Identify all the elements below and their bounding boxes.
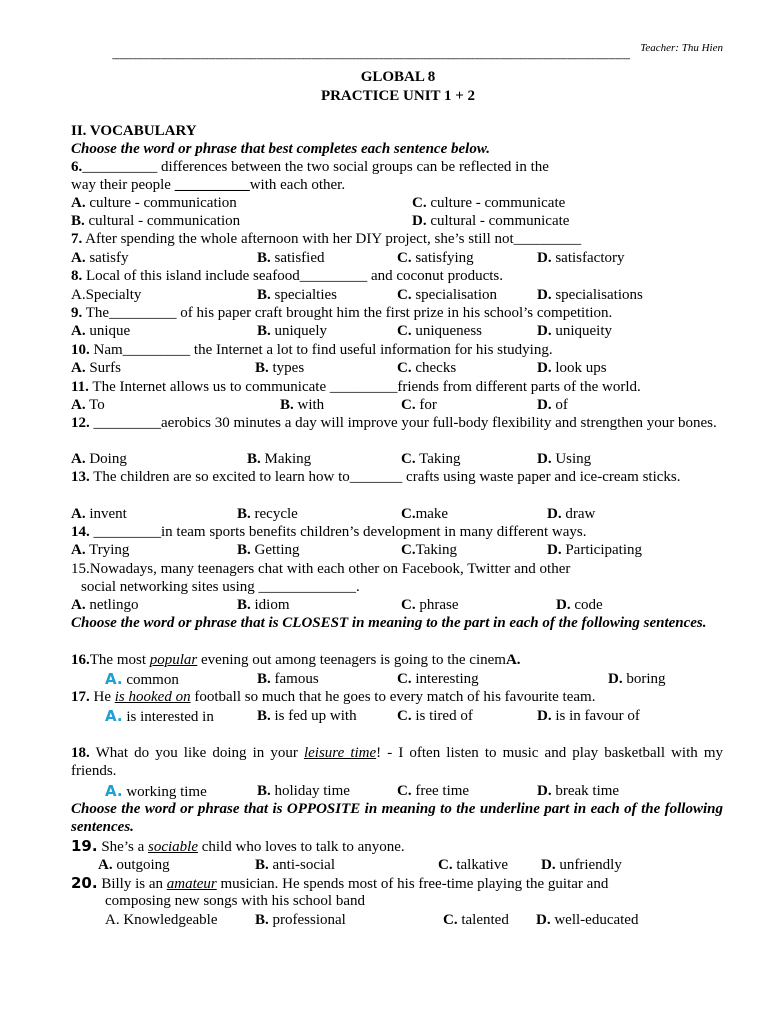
option-b[interactable]: B. cultural - communication bbox=[71, 213, 241, 229]
question-14: 14. _________in team sports benefits children’s development in many different ways. bbox=[71, 524, 587, 540]
question-16: 16.The most popular evening out among teenagers is going to the cinemA. bbox=[71, 652, 521, 668]
option-c[interactable]: C.Taking bbox=[401, 542, 458, 558]
question-8: 8. Local of this island include seafood_________ and coconut products. bbox=[71, 268, 503, 284]
option-b[interactable]: B. anti-social bbox=[255, 857, 335, 873]
question-9: 9. The_________ of his paper craft brought him the first prize in his school’s competition. bbox=[71, 305, 613, 321]
question-12: 12. _________aerobics 30 minutes a day will improve your full-body flexibility and strengthen your bones. bbox=[71, 415, 717, 431]
option-c[interactable]: C. talkative bbox=[438, 857, 508, 873]
question-11: 11. The Internet allows us to communicate _________friends from different parts of the world. bbox=[71, 379, 641, 395]
option-d[interactable]: D. unfriendly bbox=[541, 857, 622, 873]
option-a[interactable]: A. Doing bbox=[71, 451, 127, 467]
option-c[interactable]: C. culture - communicate bbox=[412, 195, 566, 211]
option-a[interactable]: A. invent bbox=[71, 506, 127, 522]
option-b[interactable]: B. with bbox=[280, 397, 325, 413]
option-b[interactable]: B. Getting bbox=[237, 542, 300, 558]
option-b[interactable]: B. idiom bbox=[237, 597, 290, 613]
option-d[interactable]: D. is in favour of bbox=[537, 708, 640, 724]
option-d[interactable]: D. Participating bbox=[547, 542, 642, 558]
header-divider: ------------------------------------------------------------------------------------------------------------------------------------------------------------------------------------------------------------------------ bbox=[112, 53, 630, 63]
option-d[interactable]: D. look ups bbox=[537, 360, 607, 376]
question-6-cont: way their people __________with each other. bbox=[71, 177, 346, 193]
option-a[interactable]: A. culture - communication bbox=[71, 195, 237, 211]
option-c[interactable]: C.make bbox=[401, 506, 449, 522]
option-c[interactable]: C. Taking bbox=[401, 451, 461, 467]
option-c[interactable]: C. talented bbox=[443, 912, 509, 928]
question-15: 15.Nowadays, many teenagers chat with each other on Facebook, Twitter and other bbox=[71, 561, 571, 577]
teacher-name: Teacher: Thu Hien bbox=[640, 42, 723, 54]
option-b[interactable]: B. types bbox=[255, 360, 305, 376]
option-a[interactable]: A. Surfs bbox=[71, 360, 122, 376]
option-d[interactable]: D. uniqueity bbox=[537, 323, 613, 339]
doc-title: GLOBAL 8 bbox=[360, 69, 436, 85]
option-a[interactable]: A. common bbox=[105, 670, 179, 688]
instruction-3: Choose the word or phrase that is OPPOSITE in meaning to the underline part in each of the following sentences. bbox=[71, 801, 723, 835]
option-b[interactable]: B. satisfied bbox=[257, 250, 325, 266]
question-20-cont: composing new songs with his school band bbox=[105, 893, 365, 909]
doc-subtitle: PRACTICE UNIT 1 + 2 bbox=[320, 88, 476, 104]
option-b[interactable]: B. famous bbox=[257, 671, 319, 687]
option-d[interactable]: D. cultural - communicate bbox=[412, 213, 570, 229]
option-a[interactable]: A. working time bbox=[105, 782, 207, 800]
option-a[interactable]: A. Trying bbox=[71, 542, 130, 558]
option-b[interactable]: B. recycle bbox=[237, 506, 298, 522]
option-c[interactable]: C. checks bbox=[397, 360, 457, 376]
option-b[interactable]: B. professional bbox=[255, 912, 346, 928]
option-a[interactable]: A.Specialty bbox=[71, 287, 142, 303]
option-d[interactable]: D. break time bbox=[537, 783, 620, 799]
option-c[interactable]: C. uniqueness bbox=[397, 323, 483, 339]
option-d[interactable]: D. code bbox=[556, 597, 603, 613]
option-a[interactable]: A. netlingo bbox=[71, 597, 139, 613]
option-d[interactable]: D. well-educated bbox=[536, 912, 639, 928]
option-a[interactable]: A. outgoing bbox=[98, 857, 170, 873]
option-d[interactable]: D. Using bbox=[537, 451, 592, 467]
instruction-2: Choose the word or phrase that is CLOSEST in meaning to the part in each of the following sentences. bbox=[71, 615, 707, 631]
option-d[interactable]: D. satisfactory bbox=[537, 250, 625, 266]
option-c[interactable]: C. specialisation bbox=[397, 287, 497, 303]
option-d[interactable]: D. boring bbox=[608, 671, 666, 687]
option-b[interactable]: B. specialties bbox=[257, 287, 337, 303]
question-18: 18. What do you like doing in your leisure time! - I often listen to music and play basketball with my friends. bbox=[71, 745, 724, 779]
question-7: 7. After spending the whole afternoon with her DIY project, she’s still not_________ bbox=[71, 231, 582, 247]
option-a[interactable]: A. unique bbox=[71, 323, 131, 339]
option-c[interactable]: C. satisfying bbox=[397, 250, 474, 266]
question-19: 19. She’s a sociable child who loves to talk to anyone. bbox=[71, 837, 405, 855]
option-b[interactable]: B. is fed up with bbox=[257, 708, 357, 724]
option-d[interactable]: D. specialisations bbox=[537, 287, 643, 303]
option-c[interactable]: C. is tired of bbox=[397, 708, 473, 724]
option-a[interactable]: A. satisfy bbox=[71, 250, 129, 266]
question-15-cont: social networking sites using _____________. bbox=[81, 579, 360, 595]
option-a[interactable]: A. To bbox=[71, 397, 105, 413]
option-b[interactable]: B. uniquely bbox=[257, 323, 328, 339]
option-c[interactable]: C. interesting bbox=[397, 671, 479, 687]
question-10: 10. Nam_________ the Internet a lot to find useful information for his studying. bbox=[71, 342, 553, 358]
section-heading: II. VOCABULARY bbox=[71, 123, 197, 139]
option-a[interactable]: A. is interested in bbox=[105, 707, 214, 725]
option-a[interactable]: A. Knowledgeable bbox=[105, 912, 218, 928]
instruction-1: Choose the word or phrase that best completes each sentence below. bbox=[71, 141, 491, 157]
option-b[interactable]: B. Making bbox=[247, 451, 312, 467]
option-c[interactable]: C. phrase bbox=[401, 597, 459, 613]
option-d[interactable]: D. draw bbox=[547, 506, 596, 522]
question-13: 13. The children are so excited to learn how to_______ crafts using waste paper and ice-cream sticks. bbox=[71, 469, 681, 485]
option-c[interactable]: C. free time bbox=[397, 783, 470, 799]
question-6: 6.__________ differences between the two social groups can be reflected in the bbox=[71, 159, 549, 175]
option-b[interactable]: B. holiday time bbox=[257, 783, 350, 799]
question-17: 17. He is hooked on football so much that he goes to every match of his favourite team. bbox=[71, 689, 596, 705]
question-20: 20. Billy is an amateur musician. He spends most of his free-time playing the guitar and bbox=[71, 874, 609, 892]
option-c[interactable]: C. for bbox=[401, 397, 437, 413]
option-d[interactable]: D. of bbox=[537, 397, 568, 413]
